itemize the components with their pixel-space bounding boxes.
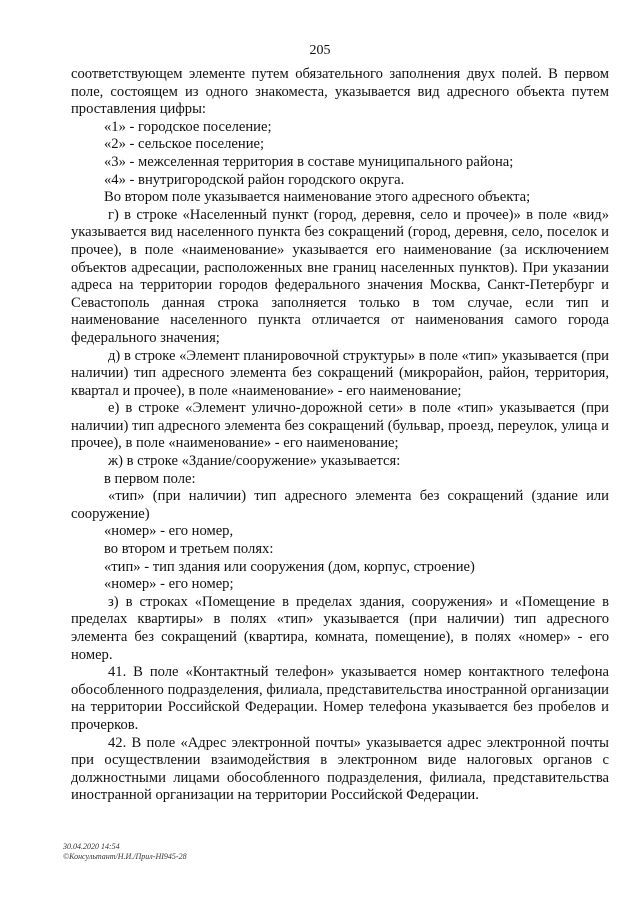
- paragraph-item-g: г) в строке «Населенный пункт (город, деревня, село и прочее)» в поле «вид» указывается вид населенного пункта без сокращений (город, деревня, село, поселок и прочее), в поле «наименование» указывается его наименование (за исключением объектов адресации, расположенных вне границ населенных пунктов). При указании адреса на территории городов федерального значения Москва, Санкт-Петербург и Севастополь данная строка заполняется только в том случае, если тип и наименование населенного пункта отличается от наименования самого города федерального значения;: [71, 206, 609, 346]
- list-item: «1» - городское поселение;: [104, 118, 272, 135]
- paragraph-42: 42. В поле «Адрес электронной почты» указывается адрес электронной почты при осуществлении взаимодействия в электронном виде налоговых органов с должностными лицами обособленного подразделения, филиала, представительства иностранной организации на территории Российской Федерации.: [71, 734, 609, 804]
- list-item: «номер» - его номер;: [104, 576, 234, 593]
- page-number: 205: [309, 43, 331, 58]
- list-item: «4» - внутригородской район городского округа.: [104, 171, 405, 188]
- list-item: в первом поле:: [104, 470, 196, 487]
- footer-source: ©Консультант/Н.И./Прил-НI945-28: [63, 852, 187, 861]
- document-body: [71, 66, 609, 805]
- list-item: «номер» - его номер,: [104, 523, 234, 540]
- list-item: «тип» (при наличии) тип адресного элемента без сокращений (здание или сооружение): [71, 488, 609, 522]
- footer-stamp: [63, 842, 187, 862]
- list-item: «3» - межселенная территория в составе муниципального района;: [104, 153, 514, 170]
- list-item: «2» - сельское поселение;: [104, 136, 265, 153]
- paragraph-item-zh: ж) в строке «Здание/сооружение» указывается:: [108, 453, 401, 470]
- paragraph-41: 41. В поле «Контактный телефон» указывается номер контактного телефона обособленного подразделения, филиала, представительства иностранной организации на территории Российской Федерации. Номер телефона указывается без пробелов и прочерков.: [71, 664, 609, 733]
- footer-timestamp: 30.04.2020 14:54: [63, 842, 120, 851]
- paragraph: Во втором поле указывается наименование этого адресного объекта;: [104, 189, 531, 206]
- list-item: «тип» - тип здания или сооружения (дом, корпус, строение): [104, 558, 475, 575]
- paragraph-item-d: д) в строке «Элемент планировочной структуры» в поле «тип» указывается (при наличии) тип адресного элемента без сокращений (микрорайон, район, территория, квартал и прочее), в поле «наименование» - его наименование;: [71, 347, 609, 399]
- paragraph-item-e: е) в строке «Элемент улично-дорожной сети» в поле «тип» указывается (при наличии) тип адресного элемента без сокращений (бульвар, проезд, переулок, улица и прочее), в поле «наименование» - его наименование;: [71, 400, 609, 452]
- paragraph-item-z: з) в строках «Помещение в пределах здания, сооружения» и «Помещение в пределах квартиры» в полях «тип» указывается (при наличии) тип адресного элемента без сокращений (квартира, комната, помещение), в полях «номер» - его номер.: [71, 593, 609, 663]
- list-item: во втором и третьем полях:: [104, 541, 274, 558]
- paragraph: соответствующем элементе путем обязательного заполнения двух полей. В первом поле, состоящем из одного знакоместа, указывается вид адресного объекта путем проставления цифры:: [71, 66, 609, 118]
